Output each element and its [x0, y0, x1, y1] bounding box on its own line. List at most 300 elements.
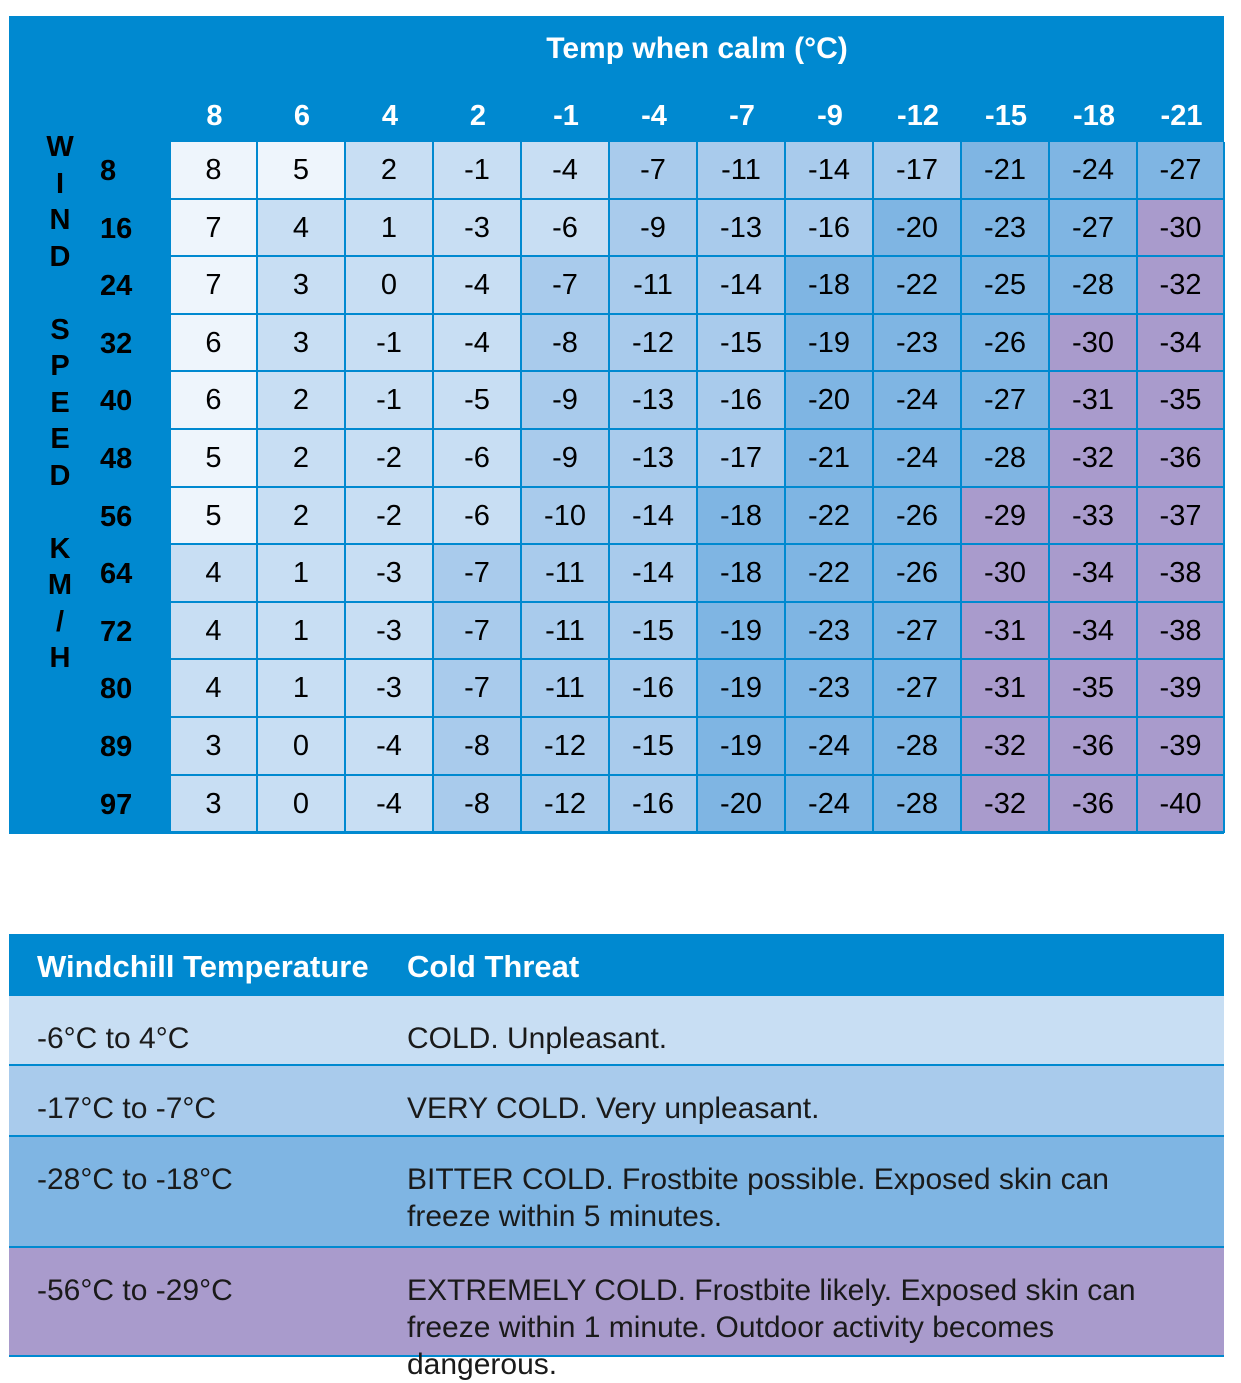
windchill-cell: [874, 200, 962, 258]
windchill-cell: [698, 718, 786, 776]
windchill-value: -21: [984, 154, 1026, 186]
windchill-value: -6: [464, 442, 490, 474]
windchill-cell: [786, 603, 874, 661]
windchill-cell: [786, 315, 874, 373]
legend-row: [9, 1064, 1224, 1135]
row-header-speed: 16: [100, 212, 133, 245]
windchill-cell: [1138, 430, 1225, 488]
windchill-cell: [346, 776, 434, 833]
windchill-value: -28: [896, 787, 938, 820]
windchill-value: 7: [205, 269, 222, 302]
windchill-cell: [346, 488, 434, 546]
windchill-cell: [698, 776, 786, 833]
column-header: 2: [469, 100, 487, 132]
windchill-cell: [171, 488, 258, 546]
windchill-cell: [258, 660, 346, 718]
windchill-value: 3: [205, 730, 222, 762]
windchill-value: -15: [632, 614, 674, 647]
grid-title: Temp when calm (°C): [546, 32, 848, 65]
legend-temperature-range: -17°C to -7°C: [37, 1092, 217, 1125]
windchill-value: -29: [984, 499, 1026, 532]
windchill-cell: [962, 718, 1050, 776]
windchill-value: -9: [552, 442, 578, 474]
windchill-cell: [522, 488, 610, 546]
windchill-value: -22: [896, 269, 938, 302]
windchill-cell: [786, 257, 874, 315]
windchill-value: 3: [292, 326, 310, 359]
windchill-cell: [1050, 315, 1138, 373]
windchill-cell: [698, 315, 786, 373]
windchill-value: -32: [984, 730, 1026, 762]
windchill-value: 5: [205, 499, 222, 532]
windchill-value: -19: [720, 614, 762, 647]
windchill-cell: [258, 372, 346, 430]
windchill-value: -3: [464, 211, 490, 244]
windchill-cell: [171, 200, 258, 258]
windchill-value: -36: [1159, 442, 1202, 474]
windchill-cell: [258, 142, 346, 200]
windchill-cell: [1138, 545, 1225, 603]
windchill-cell: [434, 315, 522, 373]
windchill-cell: [1138, 776, 1225, 833]
windchill-cell: [1050, 545, 1138, 603]
windchill-cell: [171, 660, 258, 718]
windchill-cell: [434, 488, 522, 546]
windchill-cell: [1050, 142, 1138, 200]
windchill-value: -34: [1159, 326, 1202, 359]
windchill-cell: [698, 142, 786, 200]
row-header-speed: 97: [100, 788, 133, 821]
windchill-cell: [874, 142, 962, 200]
windchill-cell: [346, 200, 434, 258]
windchill-cell: [610, 545, 698, 603]
windchill-cell: [434, 142, 522, 200]
windchill-value: 2: [380, 154, 398, 186]
windchill-value: -26: [896, 557, 938, 590]
windchill-cell: [1050, 776, 1138, 833]
windchill-value: -28: [984, 442, 1026, 474]
windchill-value: -17: [896, 154, 938, 186]
windchill-value: 0: [380, 269, 398, 302]
windchill-value: -30: [1159, 211, 1202, 244]
legend-cold-threat: BITTER COLD. Frostbite possible. Exposed skin can freeze within 5 minutes.: [407, 1163, 1109, 1233]
windchill-value: -27: [896, 614, 938, 647]
windchill-cell: [258, 315, 346, 373]
windchill-value: -7: [640, 154, 666, 186]
windchill-value: -1: [376, 326, 402, 359]
windchill-value: 4: [292, 211, 310, 244]
windchill-value: -26: [896, 499, 938, 532]
legend-rows: [9, 994, 1224, 1381]
windchill-cell: [258, 200, 346, 258]
windchill-cell: [434, 257, 522, 315]
windchill-cell: [258, 545, 346, 603]
windchill-value: 2: [292, 384, 310, 417]
row-header-speed: 72: [100, 615, 133, 648]
windchill-value: -15: [632, 730, 674, 762]
windchill-value: -11: [545, 614, 585, 647]
windchill-cell: [1050, 660, 1138, 718]
wind-label-char: E: [50, 386, 70, 419]
windchill-cell: [346, 603, 434, 661]
windchill-cell: [874, 488, 962, 546]
windchill-value: -28: [1072, 269, 1114, 302]
windchill-cell: [610, 315, 698, 373]
column-header: 6: [293, 100, 311, 132]
windchill-cell: [522, 257, 610, 315]
windchill-value: -35: [1072, 672, 1114, 705]
windchill-cell: [786, 660, 874, 718]
windchill-value: -31: [984, 614, 1026, 647]
windchill-cell: [1138, 603, 1225, 661]
row-header-speed: 48: [100, 443, 133, 475]
column-header: -9: [817, 100, 843, 132]
legend-temperature-range: -56°C to -29°C: [37, 1274, 233, 1307]
windchill-cell: [874, 372, 962, 430]
windchill-value: -31: [984, 672, 1026, 705]
windchill-value: -6: [552, 211, 578, 244]
windchill-cell: [522, 776, 610, 833]
windchill-cell: [522, 372, 610, 430]
windchill-value: -13: [632, 442, 674, 474]
column-header: -4: [641, 100, 667, 132]
windchill-value: 0: [292, 730, 310, 762]
windchill-cell: [1050, 718, 1138, 776]
windchill-cell: [1050, 257, 1138, 315]
windchill-cell: [874, 257, 962, 315]
windchill-cell: [962, 488, 1050, 546]
windchill-cell: [610, 142, 698, 200]
column-header: -18: [1073, 100, 1115, 132]
windchill-value: 6: [205, 326, 222, 359]
windchill-value: 1: [380, 211, 398, 244]
windchill-cell: [610, 660, 698, 718]
windchill-cell: [171, 257, 258, 315]
windchill-value: -25: [984, 269, 1026, 302]
wind-label-char: H: [49, 642, 71, 674]
legend-temperature-range: -6°C to 4°C: [37, 1022, 190, 1055]
column-header: -7: [729, 100, 755, 132]
windchill-value: -7: [552, 269, 578, 302]
legend-row: [9, 994, 1224, 1064]
windchill-value: -22: [808, 499, 850, 532]
windchill-cell: [434, 545, 522, 603]
windchill-cell: [874, 776, 962, 833]
legend-cold-threat: VERY COLD. Very unpleasant.: [407, 1092, 820, 1125]
windchill-value: -20: [896, 211, 938, 244]
windchill-value: -32: [1072, 442, 1114, 474]
windchill-value: -6: [464, 499, 490, 532]
row-header-speed: 56: [100, 500, 133, 533]
windchill-cell: [610, 200, 698, 258]
row-header-speed: 8: [100, 155, 117, 187]
windchill-value: -13: [720, 211, 762, 244]
windchill-value: 1: [292, 614, 310, 647]
windchill-value: -39: [1159, 730, 1202, 762]
windchill-cell: [522, 603, 610, 661]
windchill-cell: [346, 315, 434, 373]
windchill-value: -39: [1159, 672, 1202, 705]
windchill-value: -21: [808, 442, 850, 474]
windchill-value: -9: [552, 384, 578, 417]
windchill-value: -23: [808, 614, 850, 647]
windchill-value: -27: [984, 384, 1026, 417]
windchill-cell: [962, 603, 1050, 661]
windchill-value: -35: [1159, 384, 1202, 417]
windchill-cell: [1050, 488, 1138, 546]
windchill-value: -30: [1072, 326, 1114, 359]
windchill-cell: [171, 430, 258, 488]
windchill-value: -36: [1072, 787, 1114, 820]
windchill-value: -23: [808, 672, 850, 705]
windchill-value: -4: [376, 730, 402, 762]
windchill-value: -7: [464, 614, 490, 647]
windchill-value: -11: [545, 557, 585, 590]
windchill-cell: [346, 372, 434, 430]
windchill-cell: [522, 545, 610, 603]
windchill-cell: [1050, 430, 1138, 488]
windchill-cell: [698, 603, 786, 661]
windchill-cell: [610, 488, 698, 546]
windchill-cell: [258, 603, 346, 661]
windchill-cell: [698, 545, 786, 603]
windchill-value: -16: [720, 384, 762, 417]
windchill-cell: [698, 372, 786, 430]
wind-label-char: /: [55, 605, 65, 638]
wind-label-char: M: [47, 569, 73, 601]
windchill-cell: [522, 315, 610, 373]
wind-label-char: I: [55, 167, 65, 200]
windchill-value: -14: [720, 269, 762, 302]
windchill-value: 4: [205, 614, 222, 647]
windchill-value: -8: [464, 787, 490, 820]
wind-label-char: N: [49, 204, 71, 236]
windchill-cell: [434, 372, 522, 430]
windchill-cell: [258, 488, 346, 546]
windchill-value: -16: [632, 672, 674, 705]
windchill-value: -15: [720, 326, 762, 359]
windchill-value: -11: [545, 672, 585, 705]
windchill-cell: [874, 545, 962, 603]
windchill-value: -12: [544, 730, 586, 762]
windchill-value: -36: [1072, 730, 1114, 762]
row-header-speed: 64: [100, 558, 133, 591]
windchill-cell: [962, 257, 1050, 315]
legend-header-temperature: Windchill Temperature: [37, 949, 369, 984]
windchill-value: -32: [984, 787, 1026, 820]
windchill-cell: [610, 776, 698, 833]
windchill-value: -16: [632, 787, 674, 820]
windchill-value: -7: [464, 672, 490, 705]
windchill-value: 0: [292, 787, 310, 820]
windchill-cell: [610, 603, 698, 661]
windchill-cell: [786, 488, 874, 546]
windchill-cell: [698, 430, 786, 488]
windchill-value: -1: [376, 384, 402, 417]
windchill-cell: [1138, 142, 1225, 200]
windchill-value: 4: [205, 672, 222, 705]
windchill-value: -19: [720, 730, 762, 762]
windchill-value: -38: [1159, 614, 1202, 647]
windchill-value: -10: [544, 499, 586, 532]
windchill-cell: [962, 545, 1050, 603]
windchill-value: -17: [720, 442, 762, 474]
windchill-cell: [171, 718, 258, 776]
windchill-cell: [434, 430, 522, 488]
windchill-value: -23: [896, 326, 938, 359]
windchill-cell: [610, 372, 698, 430]
windchill-cell: [434, 660, 522, 718]
windchill-cell: [522, 142, 610, 200]
windchill-value: 1: [292, 672, 310, 705]
windchill-value: -14: [632, 557, 674, 590]
windchill-value: -38: [1159, 557, 1202, 590]
windchill-cell: [1138, 372, 1225, 430]
windchill-value: 4: [205, 557, 222, 590]
windchill-value: -24: [896, 442, 938, 474]
windchill-value: -22: [808, 557, 850, 590]
windchill-value: 3: [205, 787, 222, 820]
windchill-value: -18: [720, 557, 762, 590]
windchill-value: -24: [808, 787, 850, 820]
windchill-value: -18: [720, 499, 762, 532]
wind-label-char: S: [50, 313, 70, 346]
windchill-cell: [962, 776, 1050, 833]
windchill-cell: [962, 372, 1050, 430]
windchill-value: -24: [896, 384, 938, 417]
windchill-cell: [434, 603, 522, 661]
windchill-cell: [786, 430, 874, 488]
legend-cold-threat: COLD. Unpleasant.: [407, 1022, 668, 1055]
row-header-speed: 24: [100, 270, 133, 303]
windchill-value: -31: [1072, 384, 1114, 417]
windchill-cell: [258, 257, 346, 315]
windchill-cell: [962, 200, 1050, 258]
windchill-value: -37: [1159, 499, 1202, 532]
windchill-value: -8: [552, 326, 578, 359]
windchill-value: -20: [808, 384, 850, 417]
windchill-cell: [258, 430, 346, 488]
windchill-value: -2: [376, 499, 402, 532]
windchill-cell: [171, 315, 258, 373]
legend-cold-threat: EXTREMELY COLD. Frostbite likely. Exposed skin can freeze within 1 minute. Outdoor activity becomes dangerous.: [407, 1274, 1136, 1381]
windchill-value: -3: [376, 557, 402, 590]
windchill-value: -4: [464, 326, 490, 359]
windchill-value: -16: [808, 211, 850, 244]
windchill-value: -20: [720, 787, 762, 820]
windchill-cell: [258, 776, 346, 833]
windchill-value: 2: [292, 442, 310, 474]
wind-label-char: K: [49, 532, 71, 565]
windchill-cell: [346, 718, 434, 776]
windchill-cell: [171, 142, 258, 200]
windchill-value: 3: [292, 269, 310, 302]
windchill-value: -3: [376, 614, 402, 647]
windchill-cell: [962, 430, 1050, 488]
windchill-value: -4: [464, 269, 490, 302]
legend-temperature-range: -28°C to -18°C: [37, 1163, 233, 1196]
windchill-cell: [346, 142, 434, 200]
windchill-cell: [171, 372, 258, 430]
windchill-cell: [786, 142, 874, 200]
column-header: -12: [897, 100, 939, 132]
windchill-cell: [522, 718, 610, 776]
windchill-cell: [698, 660, 786, 718]
windchill-cell: [1138, 660, 1225, 718]
windchill-value: -18: [808, 269, 850, 302]
windchill-value: -34: [1072, 557, 1114, 590]
windchill-cell: [786, 718, 874, 776]
windchill-cell: [698, 200, 786, 258]
windchill-cell: [1138, 200, 1225, 258]
column-header: 8: [206, 100, 223, 132]
row-header-speed: 32: [100, 327, 133, 360]
cold-threat-legend: [9, 934, 1224, 1381]
windchill-value: -2: [376, 442, 402, 474]
windchill-cell: [171, 776, 258, 833]
row-header-speed: 80: [100, 673, 133, 706]
windchill-value: -7: [464, 557, 490, 590]
windchill-value: -24: [808, 730, 850, 762]
windchill-cell: [962, 660, 1050, 718]
windchill-cell: [786, 545, 874, 603]
legend-header-threat: Cold Threat: [407, 949, 580, 984]
windchill-value: -24: [1072, 154, 1114, 186]
windchill-value: -23: [984, 211, 1026, 244]
windchill-cell: [610, 257, 698, 315]
wind-label-char: P: [50, 350, 70, 382]
windchill-cell: [1050, 372, 1138, 430]
windchill-value: -9: [640, 211, 666, 244]
windchill-value: -11: [633, 269, 673, 302]
windchill-value: -14: [808, 154, 850, 186]
windchill-value: -40: [1159, 787, 1202, 820]
windchill-value: -14: [632, 499, 674, 532]
column-header: -21: [1160, 100, 1203, 132]
windchill-cell: [1138, 488, 1225, 546]
windchill-cell: [434, 200, 522, 258]
windchill-value: -32: [1159, 269, 1202, 302]
windchill-cell: [698, 257, 786, 315]
row-header-speed: 89: [100, 731, 133, 763]
windchill-cell: [1138, 315, 1225, 373]
windchill-cell: [258, 718, 346, 776]
windchill-value: -19: [720, 672, 762, 705]
wind-label-char: D: [49, 240, 71, 273]
windchill-cell: [610, 718, 698, 776]
windchill-cell: [874, 660, 962, 718]
wind-label-char: D: [49, 459, 71, 492]
windchill-value: -19: [808, 326, 850, 359]
windchill-cell: [171, 603, 258, 661]
windchill-cell: [962, 315, 1050, 373]
windchill-cell: [522, 430, 610, 488]
windchill-cell: [962, 142, 1050, 200]
windchill-cell: [786, 776, 874, 833]
windchill-value: -5: [464, 384, 490, 417]
windchill-cell: [874, 603, 962, 661]
windchill-value: -13: [632, 384, 674, 417]
wind-label-char: E: [50, 423, 70, 455]
windchill-cell: [171, 545, 258, 603]
windchill-value: 1: [292, 557, 310, 590]
windchill-value: -28: [896, 730, 938, 762]
windchill-cell: [346, 660, 434, 718]
windchill-value: -4: [376, 787, 402, 820]
windchill-value: -26: [984, 326, 1026, 359]
windchill-value: -27: [896, 672, 938, 705]
column-header: -1: [553, 100, 579, 132]
